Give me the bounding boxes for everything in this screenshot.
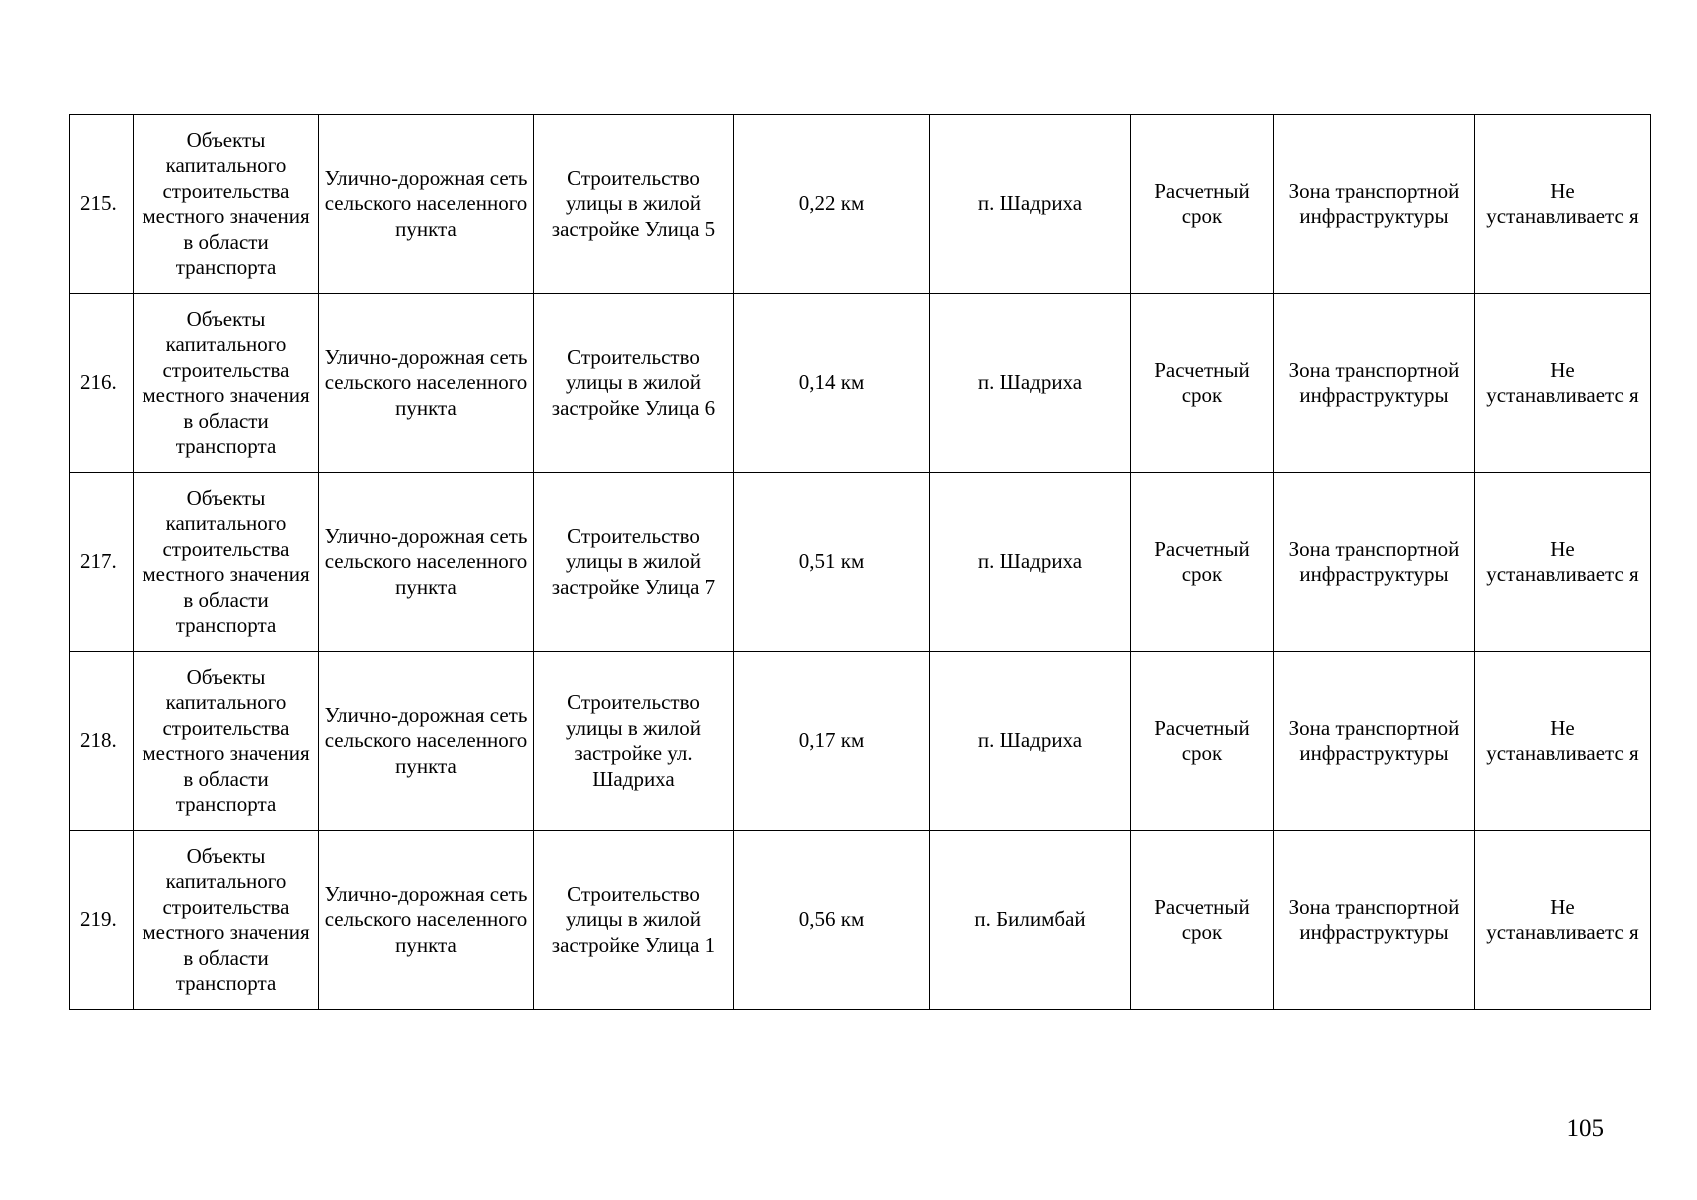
table-row [70, 831, 1651, 1010]
row-number: 219. [80, 907, 117, 932]
term: Расчетный срок [1154, 178, 1250, 228]
location: п. Билимбай [974, 907, 1086, 932]
restriction-cell [1475, 115, 1651, 294]
purpose: Строительство улицы в жилой застройке Улица 5 [551, 165, 716, 241]
object-type-cell [134, 115, 319, 294]
row-number: 216. [80, 370, 117, 395]
location-cell [930, 294, 1131, 473]
purpose-cell [534, 473, 734, 652]
purpose: Строительство улицы в жилой застройке ул. Шадриха [565, 690, 702, 791]
object-type-cell [134, 652, 319, 831]
object-name-cell [319, 115, 534, 294]
row-number: 215. [80, 191, 117, 216]
purpose-cell [534, 831, 734, 1010]
object-type-cell [134, 473, 319, 652]
restriction: Не устанавливаетс я [1486, 536, 1639, 586]
object-name-cell [319, 652, 534, 831]
characteristic-cell [734, 473, 930, 652]
zone: Зона транспортной инфраструктуры [1288, 894, 1460, 944]
characteristic: 0,17 км [798, 728, 865, 753]
zone-cell [1274, 652, 1475, 831]
term: Расчетный срок [1154, 715, 1250, 765]
purpose-cell [534, 652, 734, 831]
row-number: 217. [80, 549, 117, 574]
purpose: Строительство улицы в жилой застройке Улица 7 [551, 523, 716, 599]
table-row [70, 115, 1651, 294]
characteristic: 0,14 км [798, 370, 865, 395]
zone: Зона транспортной инфраструктуры [1288, 357, 1460, 407]
location: п. Шадриха [977, 549, 1083, 574]
restriction-cell [1475, 294, 1651, 473]
location: п. Шадриха [977, 728, 1083, 753]
zone-cell [1274, 831, 1475, 1010]
characteristic: 0,51 км [798, 549, 865, 574]
restriction: Не устанавливаетс я [1486, 357, 1639, 407]
row-number-cell [70, 831, 134, 1010]
characteristic-cell [734, 115, 930, 294]
row-number-cell [70, 652, 134, 831]
purpose: Строительство улицы в жилой застройке Улица 1 [551, 881, 716, 957]
purpose-cell [534, 294, 734, 473]
table-row [70, 473, 1651, 652]
restriction-cell [1475, 831, 1651, 1010]
term-cell [1131, 473, 1274, 652]
restriction-cell [1475, 473, 1651, 652]
location-cell [930, 473, 1131, 652]
characteristic: 0,22 км [798, 191, 865, 216]
object-name: Улично-дорожная сеть сельского населенного пункта [324, 702, 528, 778]
restriction: Не устанавливаетс я [1486, 178, 1639, 228]
row-number: 218. [80, 728, 117, 753]
term-cell [1131, 652, 1274, 831]
purpose: Строительство улицы в жилой застройке Улица 6 [551, 344, 716, 420]
characteristic-cell [734, 294, 930, 473]
location: п. Шадриха [977, 370, 1083, 395]
term-cell [1131, 831, 1274, 1010]
object-name: Улично-дорожная сеть сельского населенного пункта [324, 165, 528, 241]
object-type: Объекты капитального строительства местного значения в области транспорта [142, 306, 310, 458]
object-type-cell [134, 831, 319, 1010]
object-name-cell [319, 473, 534, 652]
characteristic-cell [734, 831, 930, 1010]
zone-cell [1274, 473, 1475, 652]
zone: Зона транспортной инфраструктуры [1288, 536, 1460, 586]
restriction: Не устанавливаетс я [1486, 715, 1639, 765]
object-name: Улично-дорожная сеть сельского населенного пункта [324, 523, 528, 599]
zone: Зона транспортной инфраструктуры [1288, 715, 1460, 765]
purpose-cell [534, 115, 734, 294]
restriction: Не устанавливаетс я [1486, 894, 1639, 944]
term: Расчетный срок [1154, 536, 1250, 586]
characteristic: 0,56 км [798, 907, 865, 932]
object-type: Объекты капитального строительства местного значения в области транспорта [142, 843, 310, 995]
object-type-cell [134, 294, 319, 473]
row-number-cell [70, 473, 134, 652]
location-cell [930, 652, 1131, 831]
zone: Зона транспортной инфраструктуры [1288, 178, 1460, 228]
location-cell [930, 831, 1131, 1010]
table-row [70, 652, 1651, 831]
object-name: Улично-дорожная сеть сельского населенного пункта [324, 344, 528, 420]
object-type: Объекты капитального строительства местного значения в области транспорта [142, 664, 310, 816]
location: п. Шадриха [977, 191, 1083, 216]
zone-cell [1274, 115, 1475, 294]
table-row [70, 294, 1651, 473]
term-cell [1131, 294, 1274, 473]
page-number: 105 [1566, 1115, 1604, 1142]
location-cell [930, 115, 1131, 294]
object-name-cell [319, 831, 534, 1010]
object-name-cell [319, 294, 534, 473]
term-cell [1131, 115, 1274, 294]
object-type: Объекты капитального строительства местного значения в области транспорта [142, 127, 310, 279]
object-name: Улично-дорожная сеть сельского населенного пункта [324, 881, 528, 957]
row-number-cell [70, 294, 134, 473]
objects-table [69, 114, 1651, 1010]
zone-cell [1274, 294, 1475, 473]
object-type: Объекты капитального строительства местного значения в области транспорта [142, 485, 310, 637]
characteristic-cell [734, 652, 930, 831]
row-number-cell [70, 115, 134, 294]
term: Расчетный срок [1154, 357, 1250, 407]
restriction-cell [1475, 652, 1651, 831]
term: Расчетный срок [1154, 894, 1250, 944]
